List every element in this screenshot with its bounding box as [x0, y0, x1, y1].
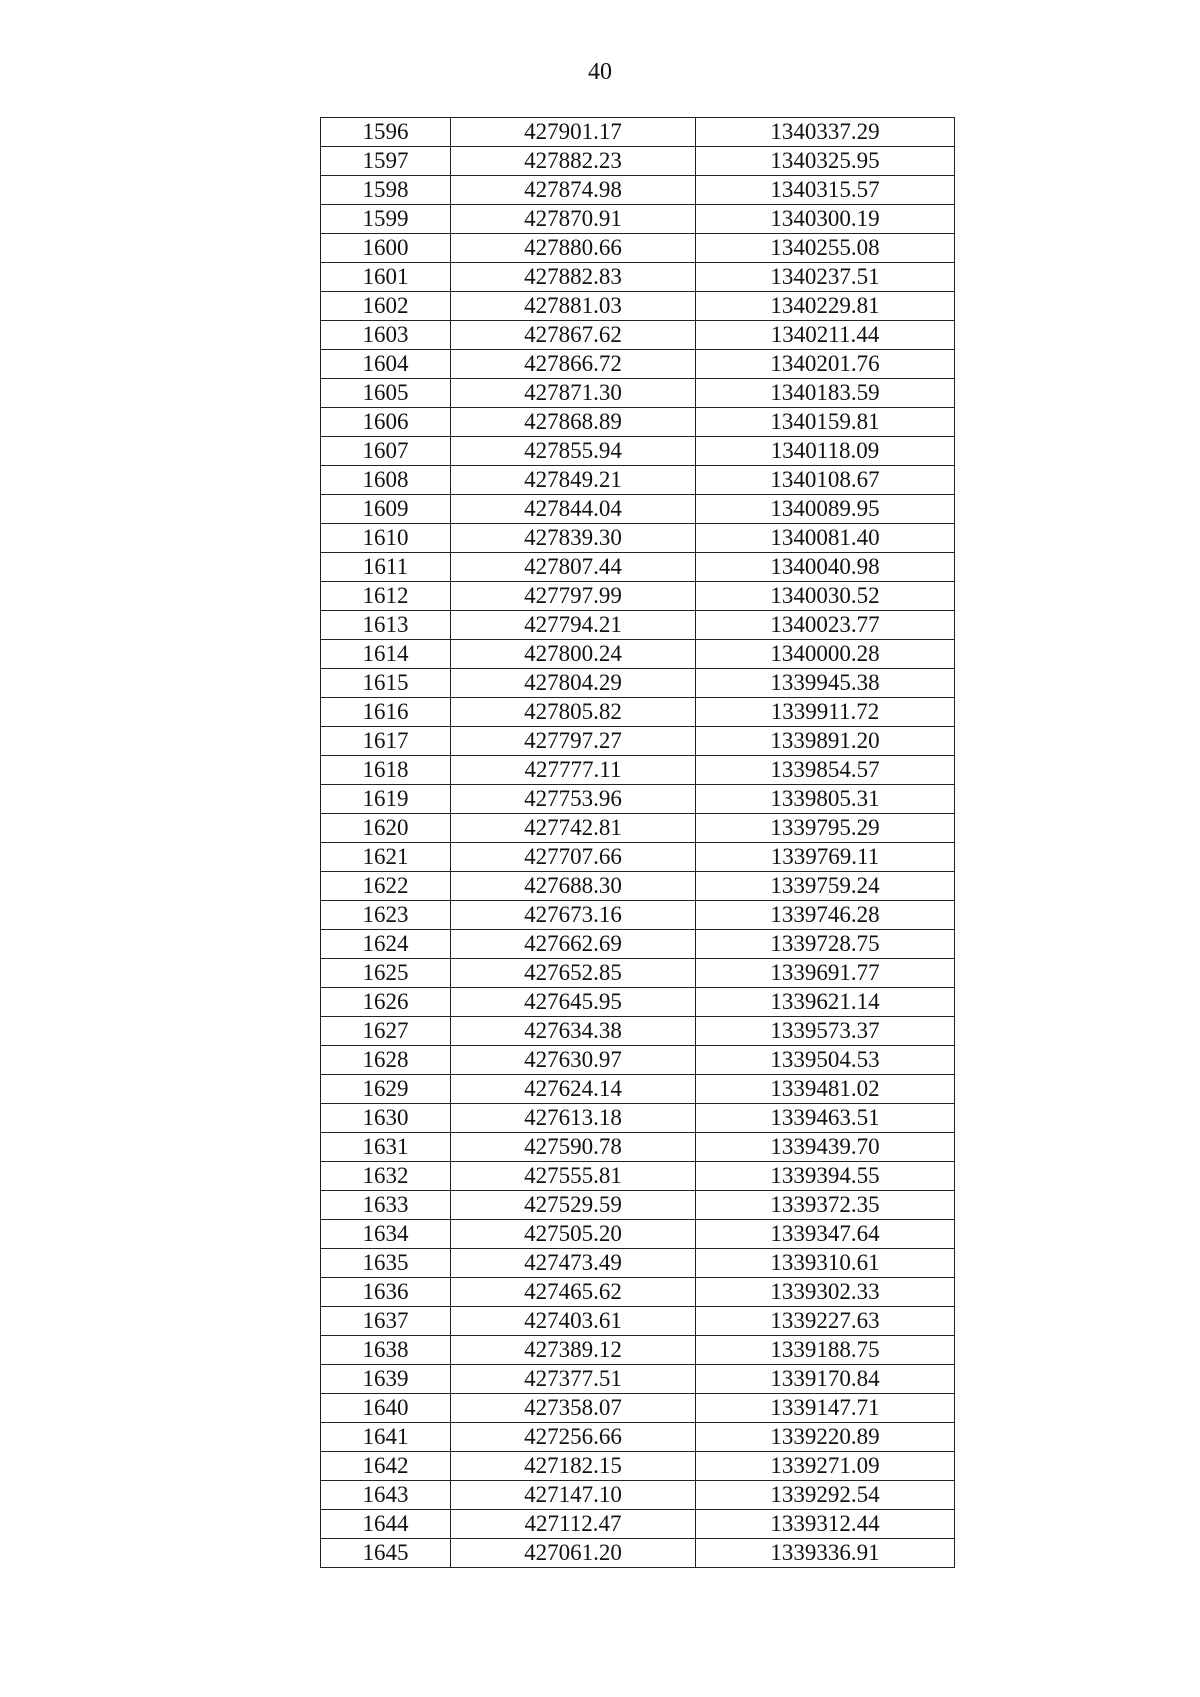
- table-row: [321, 1510, 955, 1539]
- x-coordinate-cell: 427807.44: [451, 553, 696, 582]
- table-row: [321, 843, 955, 872]
- y-coordinate-cell: 1340237.51: [696, 263, 955, 292]
- point-number-cell: 1617: [321, 727, 451, 756]
- table-row: [321, 1133, 955, 1162]
- x-coordinate-cell: 427529.59: [451, 1191, 696, 1220]
- table-row: [321, 118, 955, 147]
- point-number-cell: 1605: [321, 379, 451, 408]
- y-coordinate-cell: 1339170.84: [696, 1365, 955, 1394]
- x-coordinate-cell: 427804.29: [451, 669, 696, 698]
- x-coordinate-cell: 427645.95: [451, 988, 696, 1017]
- y-coordinate-cell: 1339312.44: [696, 1510, 955, 1539]
- y-coordinate-cell: 1339481.02: [696, 1075, 955, 1104]
- y-coordinate-cell: 1339336.91: [696, 1539, 955, 1568]
- y-coordinate-cell: 1339769.11: [696, 843, 955, 872]
- page-number: 40: [588, 59, 612, 85]
- table-row: [321, 640, 955, 669]
- y-coordinate-cell: 1340000.28: [696, 640, 955, 669]
- y-coordinate-cell: 1339271.09: [696, 1452, 955, 1481]
- table-row: [321, 1162, 955, 1191]
- y-coordinate-cell: 1339292.54: [696, 1481, 955, 1510]
- table-row: [321, 1191, 955, 1220]
- y-coordinate-cell: 1339394.55: [696, 1162, 955, 1191]
- table-row: [321, 176, 955, 205]
- point-number-cell: 1612: [321, 582, 451, 611]
- x-coordinate-cell: 427797.99: [451, 582, 696, 611]
- y-coordinate-cell: 1340159.81: [696, 408, 955, 437]
- table-row: [321, 292, 955, 321]
- table-row: [321, 553, 955, 582]
- point-number-cell: 1606: [321, 408, 451, 437]
- y-coordinate-cell: 1340040.98: [696, 553, 955, 582]
- x-coordinate-cell: 427662.69: [451, 930, 696, 959]
- point-number-cell: 1602: [321, 292, 451, 321]
- point-number-cell: 1634: [321, 1220, 451, 1249]
- point-number-cell: 1598: [321, 176, 451, 205]
- table-row: [321, 1017, 955, 1046]
- point-number-cell: 1599: [321, 205, 451, 234]
- x-coordinate-cell: 427868.89: [451, 408, 696, 437]
- point-number-cell: 1621: [321, 843, 451, 872]
- x-coordinate-cell: 427590.78: [451, 1133, 696, 1162]
- point-number-cell: 1620: [321, 814, 451, 843]
- table-row: [321, 988, 955, 1017]
- table-row: [321, 1336, 955, 1365]
- y-coordinate-cell: 1339759.24: [696, 872, 955, 901]
- x-coordinate-cell: 427901.17: [451, 118, 696, 147]
- y-coordinate-cell: 1340211.44: [696, 321, 955, 350]
- y-coordinate-cell: 1340337.29: [696, 118, 955, 147]
- table-row: [321, 495, 955, 524]
- y-coordinate-cell: 1339891.20: [696, 727, 955, 756]
- point-number-cell: 1637: [321, 1307, 451, 1336]
- x-coordinate-cell: 427358.07: [451, 1394, 696, 1423]
- table-row: [321, 321, 955, 350]
- table-row: [321, 611, 955, 640]
- x-coordinate-cell: 427613.18: [451, 1104, 696, 1133]
- x-coordinate-cell: 427839.30: [451, 524, 696, 553]
- point-number-cell: 1642: [321, 1452, 451, 1481]
- table-row: [321, 466, 955, 495]
- point-number-cell: 1603: [321, 321, 451, 350]
- y-coordinate-cell: 1339188.75: [696, 1336, 955, 1365]
- point-number-cell: 1596: [321, 118, 451, 147]
- table-row: [321, 901, 955, 930]
- point-number-cell: 1618: [321, 756, 451, 785]
- table-row: [321, 437, 955, 466]
- point-number-cell: 1619: [321, 785, 451, 814]
- y-coordinate-cell: 1340183.59: [696, 379, 955, 408]
- point-number-cell: 1643: [321, 1481, 451, 1510]
- table-row: [321, 582, 955, 611]
- x-coordinate-cell: 427377.51: [451, 1365, 696, 1394]
- table-row: [321, 263, 955, 292]
- point-number-cell: 1632: [321, 1162, 451, 1191]
- y-coordinate-cell: 1339854.57: [696, 756, 955, 785]
- x-coordinate-cell: 427473.49: [451, 1249, 696, 1278]
- point-number-cell: 1609: [321, 495, 451, 524]
- point-number-cell: 1641: [321, 1423, 451, 1452]
- x-coordinate-cell: 427389.12: [451, 1336, 696, 1365]
- point-number-cell: 1622: [321, 872, 451, 901]
- coordinates-table: [320, 117, 955, 1568]
- point-number-cell: 1615: [321, 669, 451, 698]
- x-coordinate-cell: 427870.91: [451, 205, 696, 234]
- x-coordinate-cell: 427061.20: [451, 1539, 696, 1568]
- y-coordinate-cell: 1339911.72: [696, 698, 955, 727]
- x-coordinate-cell: 427777.11: [451, 756, 696, 785]
- table-row: [321, 1394, 955, 1423]
- x-coordinate-cell: 427882.83: [451, 263, 696, 292]
- point-number-cell: 1627: [321, 1017, 451, 1046]
- point-number-cell: 1610: [321, 524, 451, 553]
- point-number-cell: 1633: [321, 1191, 451, 1220]
- x-coordinate-cell: 427867.62: [451, 321, 696, 350]
- y-coordinate-cell: 1339805.31: [696, 785, 955, 814]
- x-coordinate-cell: 427753.96: [451, 785, 696, 814]
- y-coordinate-cell: 1340030.52: [696, 582, 955, 611]
- point-number-cell: 1630: [321, 1104, 451, 1133]
- point-number-cell: 1607: [321, 437, 451, 466]
- table-row: [321, 959, 955, 988]
- y-coordinate-cell: 1339504.53: [696, 1046, 955, 1075]
- x-coordinate-cell: 427881.03: [451, 292, 696, 321]
- x-coordinate-cell: 427147.10: [451, 1481, 696, 1510]
- y-coordinate-cell: 1339728.75: [696, 930, 955, 959]
- y-coordinate-cell: 1339227.63: [696, 1307, 955, 1336]
- x-coordinate-cell: 427634.38: [451, 1017, 696, 1046]
- x-coordinate-cell: 427800.24: [451, 640, 696, 669]
- table-row: [321, 814, 955, 843]
- y-coordinate-cell: 1339439.70: [696, 1133, 955, 1162]
- point-number-cell: 1631: [321, 1133, 451, 1162]
- point-number-cell: 1626: [321, 988, 451, 1017]
- table-row: [321, 1423, 955, 1452]
- x-coordinate-cell: 427673.16: [451, 901, 696, 930]
- table-row: [321, 1075, 955, 1104]
- y-coordinate-cell: 1340081.40: [696, 524, 955, 553]
- table-row: [321, 205, 955, 234]
- y-coordinate-cell: 1340089.95: [696, 495, 955, 524]
- y-coordinate-cell: 1339463.51: [696, 1104, 955, 1133]
- y-coordinate-cell: 1339945.38: [696, 669, 955, 698]
- x-coordinate-cell: 427882.23: [451, 147, 696, 176]
- table-row: [321, 350, 955, 379]
- y-coordinate-cell: 1340229.81: [696, 292, 955, 321]
- table-row: [321, 408, 955, 437]
- y-coordinate-cell: 1339310.61: [696, 1249, 955, 1278]
- x-coordinate-cell: 427256.66: [451, 1423, 696, 1452]
- coordinates-table-body: [321, 118, 955, 1568]
- y-coordinate-cell: 1340325.95: [696, 147, 955, 176]
- x-coordinate-cell: 427844.04: [451, 495, 696, 524]
- x-coordinate-cell: 427624.14: [451, 1075, 696, 1104]
- y-coordinate-cell: 1340023.77: [696, 611, 955, 640]
- y-coordinate-cell: 1339746.28: [696, 901, 955, 930]
- table-row: [321, 872, 955, 901]
- x-coordinate-cell: 427707.66: [451, 843, 696, 872]
- x-coordinate-cell: 427112.47: [451, 1510, 696, 1539]
- point-number-cell: 1645: [321, 1539, 451, 1568]
- y-coordinate-cell: 1340255.08: [696, 234, 955, 263]
- y-coordinate-cell: 1339573.37: [696, 1017, 955, 1046]
- table-row: [321, 524, 955, 553]
- x-coordinate-cell: 427630.97: [451, 1046, 696, 1075]
- point-number-cell: 1636: [321, 1278, 451, 1307]
- y-coordinate-cell: 1340118.09: [696, 437, 955, 466]
- x-coordinate-cell: 427794.21: [451, 611, 696, 640]
- x-coordinate-cell: 427866.72: [451, 350, 696, 379]
- y-coordinate-cell: 1340315.57: [696, 176, 955, 205]
- x-coordinate-cell: 427403.61: [451, 1307, 696, 1336]
- table-row: [321, 1249, 955, 1278]
- point-number-cell: 1639: [321, 1365, 451, 1394]
- table-row: [321, 234, 955, 263]
- table-row: [321, 698, 955, 727]
- point-number-cell: 1616: [321, 698, 451, 727]
- point-number-cell: 1644: [321, 1510, 451, 1539]
- point-number-cell: 1624: [321, 930, 451, 959]
- y-coordinate-cell: 1340300.19: [696, 205, 955, 234]
- point-number-cell: 1629: [321, 1075, 451, 1104]
- x-coordinate-cell: 427742.81: [451, 814, 696, 843]
- point-number-cell: 1611: [321, 553, 451, 582]
- point-number-cell: 1600: [321, 234, 451, 263]
- table-row: [321, 1278, 955, 1307]
- point-number-cell: 1614: [321, 640, 451, 669]
- x-coordinate-cell: 427874.98: [451, 176, 696, 205]
- point-number-cell: 1640: [321, 1394, 451, 1423]
- x-coordinate-cell: 427652.85: [451, 959, 696, 988]
- y-coordinate-cell: 1339147.71: [696, 1394, 955, 1423]
- table-row: [321, 785, 955, 814]
- y-coordinate-cell: 1340108.67: [696, 466, 955, 495]
- point-number-cell: 1635: [321, 1249, 451, 1278]
- x-coordinate-cell: 427871.30: [451, 379, 696, 408]
- x-coordinate-cell: 427505.20: [451, 1220, 696, 1249]
- table-row: [321, 1220, 955, 1249]
- x-coordinate-cell: 427855.94: [451, 437, 696, 466]
- table-row: [321, 147, 955, 176]
- table-row: [321, 1307, 955, 1336]
- point-number-cell: 1625: [321, 959, 451, 988]
- point-number-cell: 1601: [321, 263, 451, 292]
- point-number-cell: 1638: [321, 1336, 451, 1365]
- table-row: [321, 727, 955, 756]
- table-row: [321, 1104, 955, 1133]
- y-coordinate-cell: 1339691.77: [696, 959, 955, 988]
- table-row: [321, 930, 955, 959]
- point-number-cell: 1628: [321, 1046, 451, 1075]
- x-coordinate-cell: 427797.27: [451, 727, 696, 756]
- y-coordinate-cell: 1339347.64: [696, 1220, 955, 1249]
- table-row: [321, 1046, 955, 1075]
- point-number-cell: 1613: [321, 611, 451, 640]
- x-coordinate-cell: 427805.82: [451, 698, 696, 727]
- table-row: [321, 1365, 955, 1394]
- x-coordinate-cell: 427465.62: [451, 1278, 696, 1307]
- table-row: [321, 1539, 955, 1568]
- point-number-cell: 1608: [321, 466, 451, 495]
- x-coordinate-cell: 427688.30: [451, 872, 696, 901]
- table-row: [321, 669, 955, 698]
- y-coordinate-cell: 1339621.14: [696, 988, 955, 1017]
- point-number-cell: 1623: [321, 901, 451, 930]
- x-coordinate-cell: 427182.15: [451, 1452, 696, 1481]
- y-coordinate-cell: 1339372.35: [696, 1191, 955, 1220]
- point-number-cell: 1597: [321, 147, 451, 176]
- table-row: [321, 379, 955, 408]
- y-coordinate-cell: 1339795.29: [696, 814, 955, 843]
- x-coordinate-cell: 427555.81: [451, 1162, 696, 1191]
- table-row: [321, 1452, 955, 1481]
- y-coordinate-cell: 1339220.89: [696, 1423, 955, 1452]
- y-coordinate-cell: 1339302.33: [696, 1278, 955, 1307]
- point-number-cell: 1604: [321, 350, 451, 379]
- x-coordinate-cell: 427880.66: [451, 234, 696, 263]
- table-row: [321, 756, 955, 785]
- y-coordinate-cell: 1340201.76: [696, 350, 955, 379]
- x-coordinate-cell: 427849.21: [451, 466, 696, 495]
- table-row: [321, 1481, 955, 1510]
